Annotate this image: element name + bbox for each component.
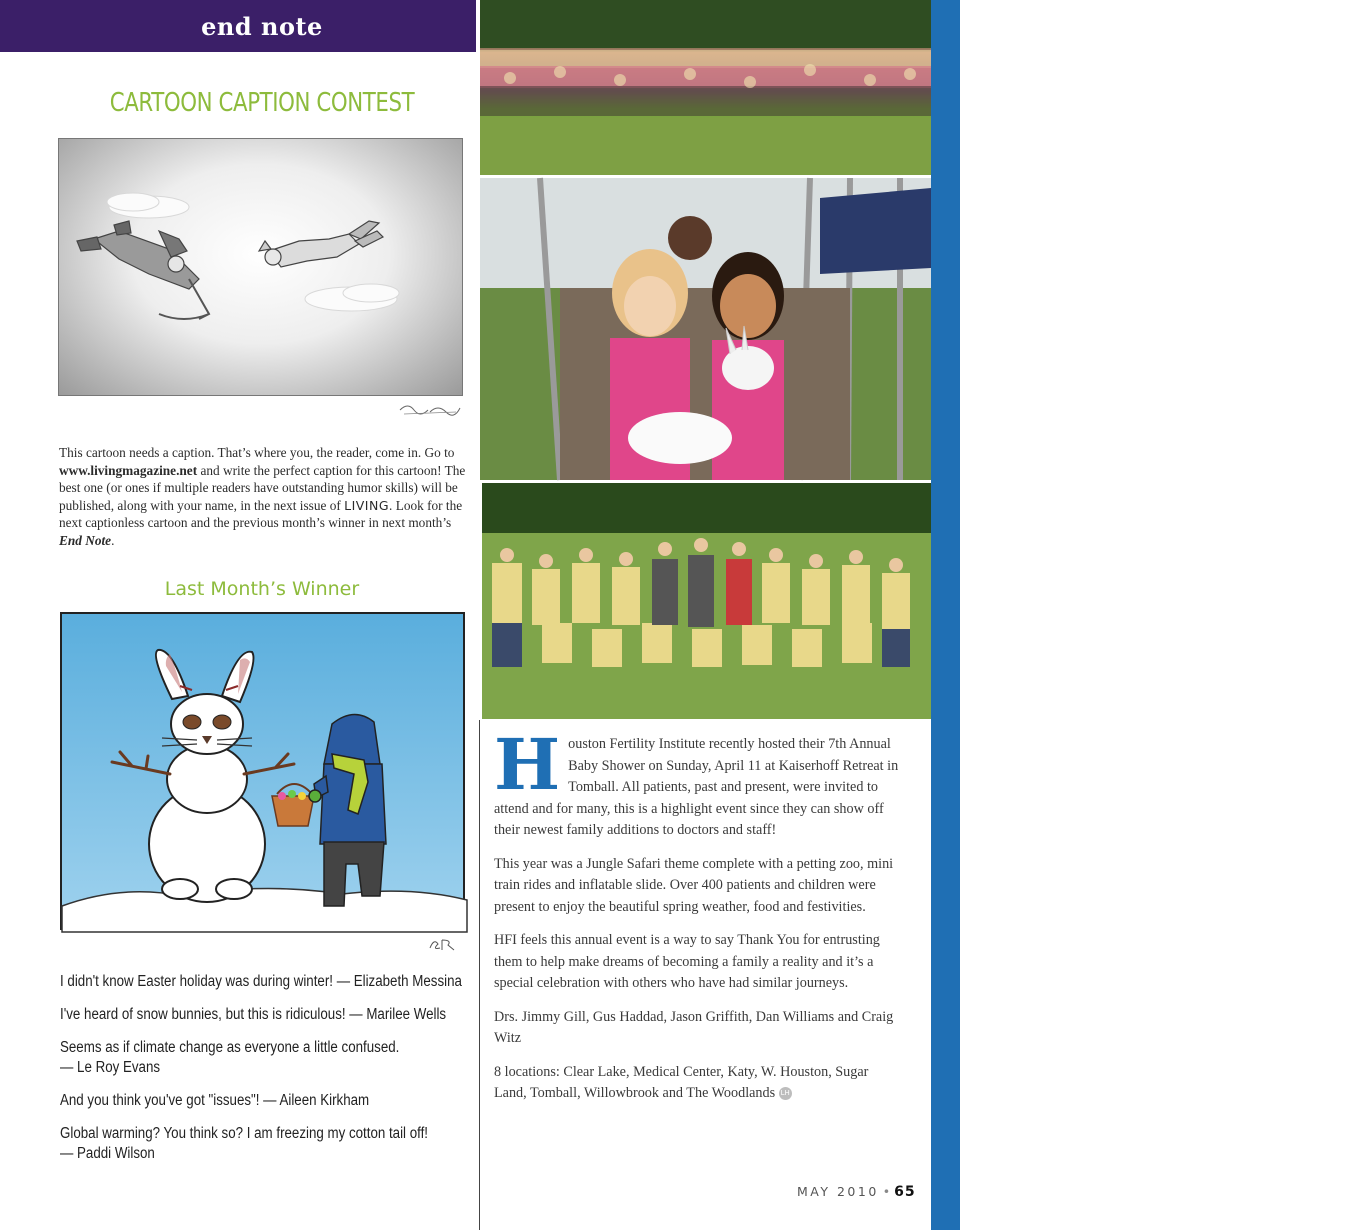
header-brand: HOUSTON FERTILITY	[1040, 28, 1200, 45]
caption-entry: Global warming? You think so? I am freezing my cotton tail off! — Paddi Wilson	[60, 1125, 429, 1162]
contest-instructions: This cartoon needs a caption. That’s where you, the reader, come in. Go to www.livingmagazine.net and write the perfect caption for this cartoon! The best one (or ones if multiple readers have outstanding humor skills) will be published, along with your name, in the next issue of LIVING. Look for the next captionless cartoon and the previous month’s winner in next month’s End Note.	[59, 445, 466, 548]
article-paragraph: HFI feels this annual event is a way to say Thank You for entrusting them to help make dreams of becoming a family a reality and it’s a special celebration with others who have had similar journeys.	[494, 932, 880, 991]
winning-cartoon	[60, 612, 465, 930]
page-edge-accent	[931, 0, 960, 1230]
staff-scene	[482, 483, 931, 719]
caption-contest-cartoon	[58, 138, 463, 396]
article-paragraph: 8 locations: Clear Lake, Medical Center, Katy, W. Houston, Sugar Land, Tomball, Willowbrook and The Woodlands LH	[494, 1063, 869, 1101]
staff-group-photo	[482, 483, 931, 719]
caption-entry: And you think you've got "issues"! — Aileen Kirkham	[60, 1092, 370, 1109]
section-title: end note	[201, 12, 323, 41]
children-with-bunnies-photo	[480, 178, 931, 480]
crowd-scene	[480, 0, 931, 175]
article-paragraph: This year was a Jungle Safari theme complete with a petting zoo, mini train rides and inflatable slide. Over 400 patients and children were present to enjoy the beautiful spring weather, food and festivities.	[494, 855, 894, 915]
contest-title: CARTOON CAPTION CONTEST	[109, 88, 415, 118]
end-mark-icon: LH	[779, 1087, 792, 1100]
page-footer: MAY 2010 • 65	[797, 1184, 916, 1200]
article-body	[494, 723, 904, 1117]
winning-captions-list	[60, 972, 480, 1177]
skydivers-illustration	[59, 139, 464, 397]
magazine-name: LIVING	[344, 497, 390, 513]
drop-cap: H	[494, 723, 561, 806]
header-section: out & about	[1212, 22, 1372, 51]
website-link[interactable]: www.livingmagazine.net	[59, 462, 198, 478]
section-header	[1040, 22, 1372, 51]
caption-entry: I've heard of snow bunnies, but this is ridiculous! — Marilee Wells	[60, 1006, 447, 1023]
winner-heading: Last Month’s Winner	[164, 578, 360, 600]
end-note-reference: End Note	[59, 532, 112, 548]
column-divider	[479, 720, 480, 1230]
winning-cartoon-signature	[428, 936, 458, 956]
caption-entry: Seems as if climate change as everyone a little confused. — Le Roy Evans	[60, 1039, 400, 1076]
group-photo-crowd	[480, 0, 1372, 175]
end-note-column	[0, 0, 476, 1230]
article-paragraph: Drs. Jimmy Gill, Gus Haddad, Jason Griffith, Dan Williams and Craig Witz	[494, 1008, 894, 1046]
children-scene	[480, 178, 931, 480]
caption-entry: I didn't know Easter holiday was during winter! — Elizabeth Messina	[60, 973, 462, 990]
snow-bunny-illustration	[62, 614, 467, 932]
issue-date: MAY 2010	[797, 1184, 879, 1199]
article-paragraph: Houston Fertility Institute recently hosted their 7th Annual Baby Shower on Sunday, April 11 at Kaiserhoff Retreat in Tomball. All patients, past and present, were invited to attend and for many, this is a highlight event since they can show off their newest family additions to doctors and staff!	[494, 723, 899, 838]
artist-signature	[398, 400, 464, 422]
page-number: 65	[894, 1184, 916, 1200]
